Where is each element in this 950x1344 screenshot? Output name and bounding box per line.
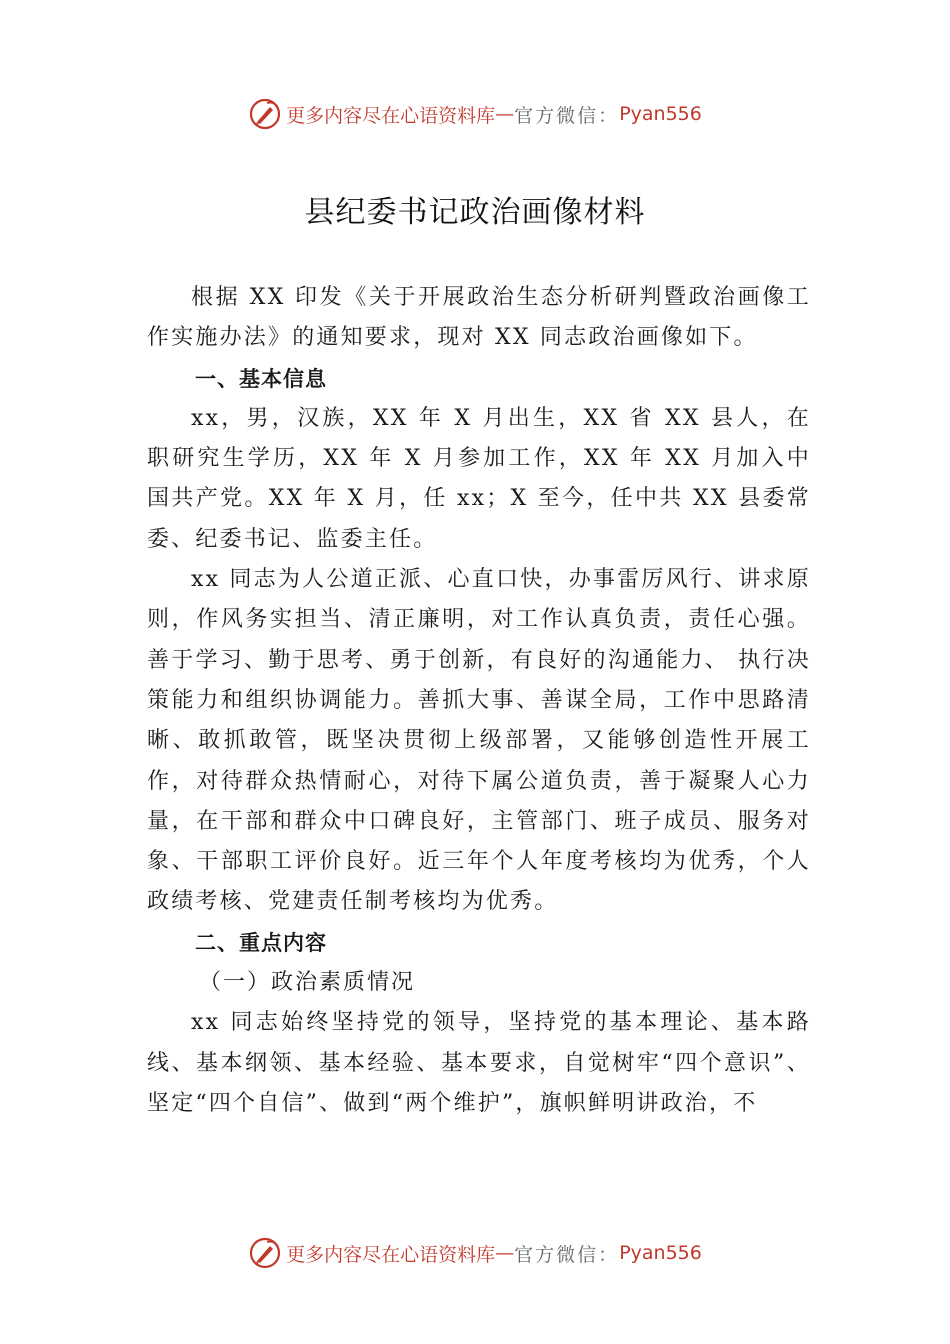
section-1-paragraph-2: xx 同志为人公道正派、心直口快，办事雷厉风行、讲求原则，作风务实担当、清正廉明，对工作认真负责，责任心强。善于学习、勤于思考、勇于创新，有良好的沟通能力、 执行决策能力和组织协调能力。善抓大事、善谋全局，工作中思路清晰、敢抓敢管，既坚决贯彻上级部署，又能够创造性开展工作，对待群众热情耐心，对待下属公道负责，善于凝聚人心力量，在干部和群众中口碑良好，主管部门、班子成员、服务对象、干部职工评价良好。近三年个人年度考核均为优秀，个人政绩考核、党建责任制考核均为优秀。 [147, 567, 811, 915]
banner-wechat-label: 官方微信： [514, 1243, 620, 1266]
intro-paragraph: 根据 XX 印发《关于开展政治生态分析研判暨政治画像工作实施办法》的通知要求，现对 XX 同志政治画像如下。 [147, 285, 811, 351]
footer-watermark-banner [0, 1233, 950, 1273]
banner-wechat-id: Pyan556 [619, 1242, 702, 1264]
header-watermark-banner [0, 94, 950, 134]
pen-logo-icon [248, 1236, 282, 1270]
document-title: 县纪委书记政治画像材料 [304, 195, 646, 230]
banner-dash: — [495, 103, 515, 125]
section-1-heading: 一、基本信息 [195, 366, 327, 391]
subsection-1-heading: （一）政治素质情况 [199, 970, 416, 996]
document-body [147, 278, 811, 1124]
section-1-paragraph-1: xx，男，汉族，XX 年 X 月出生，XX 省 XX 县人，在职研究生学历，XX 年 X 月参加工作，XX 年 XX 月加入中国共产党。XX 年 X 月，任 xx；X 至今，任中共 XX 县委常委、纪委书记、监委主任。 [147, 405, 811, 552]
subsection-1-paragraph-1: xx 同志始终坚持党的领导，坚持党的基本理论、基本路线、基本纲领、基本经验、基本要求，自觉树牢“四个意识”、坚定“四个自信”、做到“两个维护”，旗帜鲜明讲政治，不 [147, 1010, 811, 1116]
pen-logo-icon [248, 97, 282, 131]
section-2-heading: 二、重点内容 [195, 930, 327, 955]
banner-main-text: 更多内容尽在心语资料库 [286, 104, 496, 127]
banner-wechat-label: 官方微信： [514, 104, 620, 127]
banner-main-text: 更多内容尽在心语资料库 [286, 1243, 496, 1266]
banner-wechat-id: Pyan556 [619, 103, 702, 125]
banner-dash: — [495, 1242, 515, 1264]
